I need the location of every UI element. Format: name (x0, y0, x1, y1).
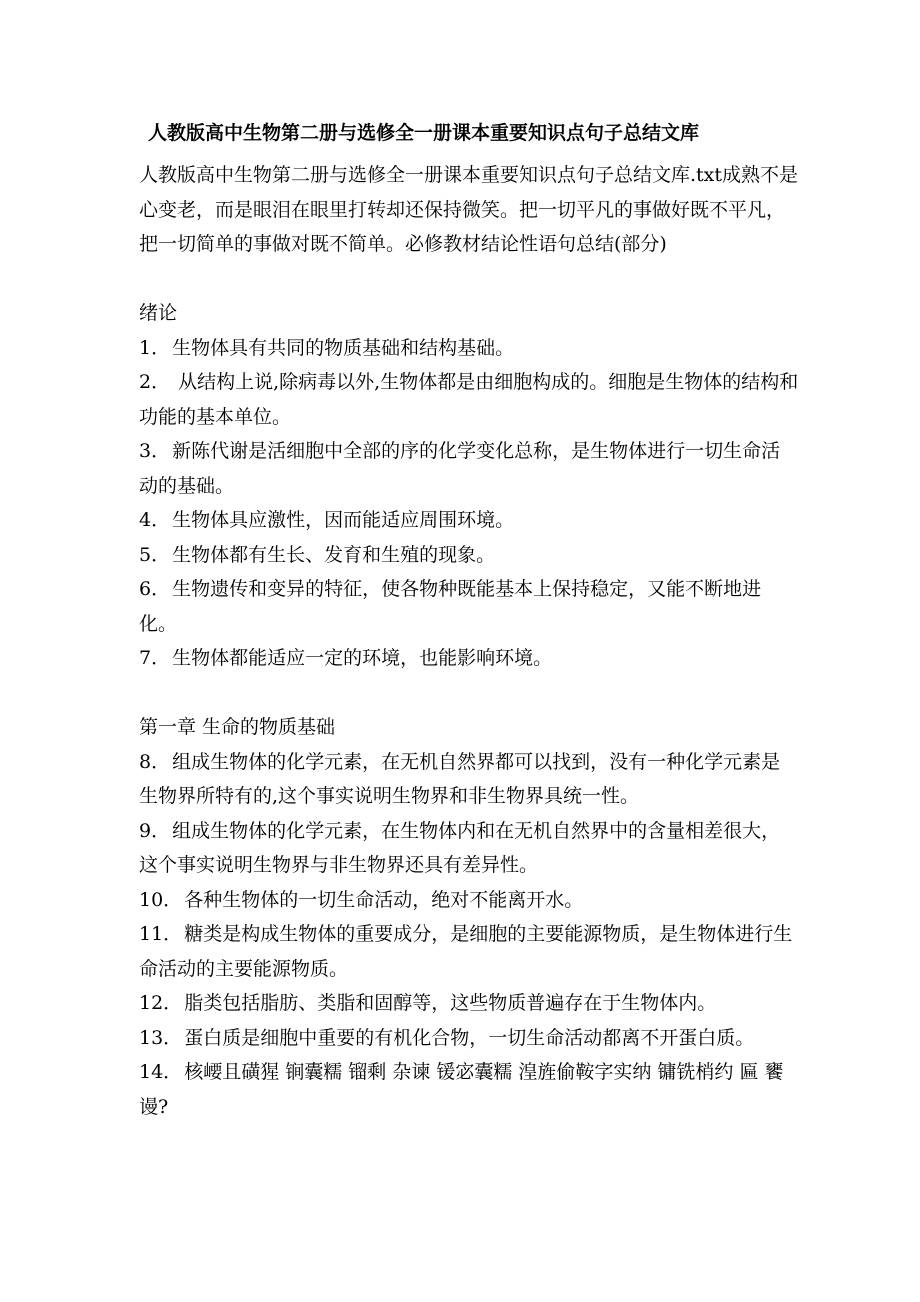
list-item (139, 572, 799, 641)
document-title: 人教版高中生物第二册与选修全一册课本重要知识点句子总结文库 (148, 122, 700, 144)
item-text: 组成生物体的化学元素，在生物体内和在无机自然界中的含量相差很大，这个事实说明生物界与非生物界还具有差异性。 (139, 819, 781, 876)
section-chapter-one (139, 710, 799, 1124)
list-item (139, 641, 799, 676)
list-item (139, 883, 799, 918)
item-number: 11． (139, 923, 183, 945)
item-number: 7． (139, 647, 171, 669)
list-item (139, 814, 799, 883)
list-item (139, 503, 799, 538)
list-item (139, 1021, 799, 1056)
item-text: 从结构上说,除病毒以外,生物体都是由细胞构成的。细胞是生物体的结构和功能的基本单位。 (139, 371, 799, 428)
item-number: 1． (139, 336, 171, 359)
item-number: 14． (139, 1061, 183, 1083)
item-number: 9． (139, 819, 171, 842)
item-number: 4． (139, 509, 171, 531)
item-text: 生物体具应激性，因而能适应周围环境。 (172, 509, 515, 531)
item-text: 新陈代谢是活细胞中全部的序的化学变化总称，是生物体进行一切生命活动的基础。 (139, 440, 781, 497)
item-text: 蛋白质是细胞中重要的有机化合物，一切生命活动都离不开蛋白质。 (184, 1026, 755, 1049)
item-number: 13． (139, 1026, 183, 1049)
list-item (139, 745, 799, 814)
list-item (139, 434, 799, 503)
item-number: 5． (139, 543, 171, 566)
item-number: 2． (139, 371, 171, 393)
item-text: 核崾且磺猩 锏囊糯 镏剩 杂谏 锾宓囊糯 湟旌偷鞍字实纳 镛铣梢约 匾 饔谩? (139, 1061, 784, 1118)
item-text: 生物体都能适应一定的环境，也能影响环境。 (172, 647, 553, 669)
item-text: 脂类包括脂肪、类脂和固醇等，这些物质普遍存在于生物体内。 (184, 992, 717, 1014)
item-text: 生物体都有生长、发育和生殖的现象。 (172, 543, 496, 566)
list-item (139, 365, 799, 434)
item-list (139, 745, 799, 1125)
item-number: 12． (139, 992, 183, 1014)
list-item (139, 331, 799, 366)
list-item (139, 1055, 799, 1124)
list-item (139, 986, 799, 1021)
intro-paragraph: 人教版高中生物第二册与选修全一册课本重要知识点句子总结文库.txt成熟不是心变老，而是眼泪在眼里打转却还保持微笑。把一切平凡的事做好既不平凡，把一切简单的事做对既不简单。必修教材结论性语句总结(部分) (139, 164, 799, 255)
item-list (139, 331, 799, 676)
item-text: 组成生物体的化学元素，在无机自然界都可以找到，没有一种化学元素是生物界所特有的,这个事实说明生物界和非生物界具统一性。 (139, 750, 781, 807)
document-page (139, 118, 799, 1159)
item-number: 6． (139, 578, 171, 600)
item-text: 生物体具有共同的物质基础和结构基础。 (172, 336, 515, 359)
item-text: 糖类是构成生物体的重要成分，是细胞的主要能源物质，是生物体进行生命活动的主要能源物质。 (139, 923, 793, 980)
item-number: 8． (139, 750, 171, 773)
item-text: 生物遗传和变异的特征，使各物种既能基本上保持稳定，又能不断地进化。 (139, 578, 762, 635)
item-number: 3． (139, 440, 171, 462)
item-number: 10． (139, 888, 183, 911)
list-item (139, 538, 799, 573)
section-heading: 第一章 生命的物质基础 (139, 716, 336, 738)
section-introduction (139, 296, 799, 676)
section-heading: 绪论 (139, 302, 178, 324)
list-item (139, 917, 799, 986)
item-text: 各种生物体的一切生命活动，绝对不能离开水。 (184, 888, 584, 911)
